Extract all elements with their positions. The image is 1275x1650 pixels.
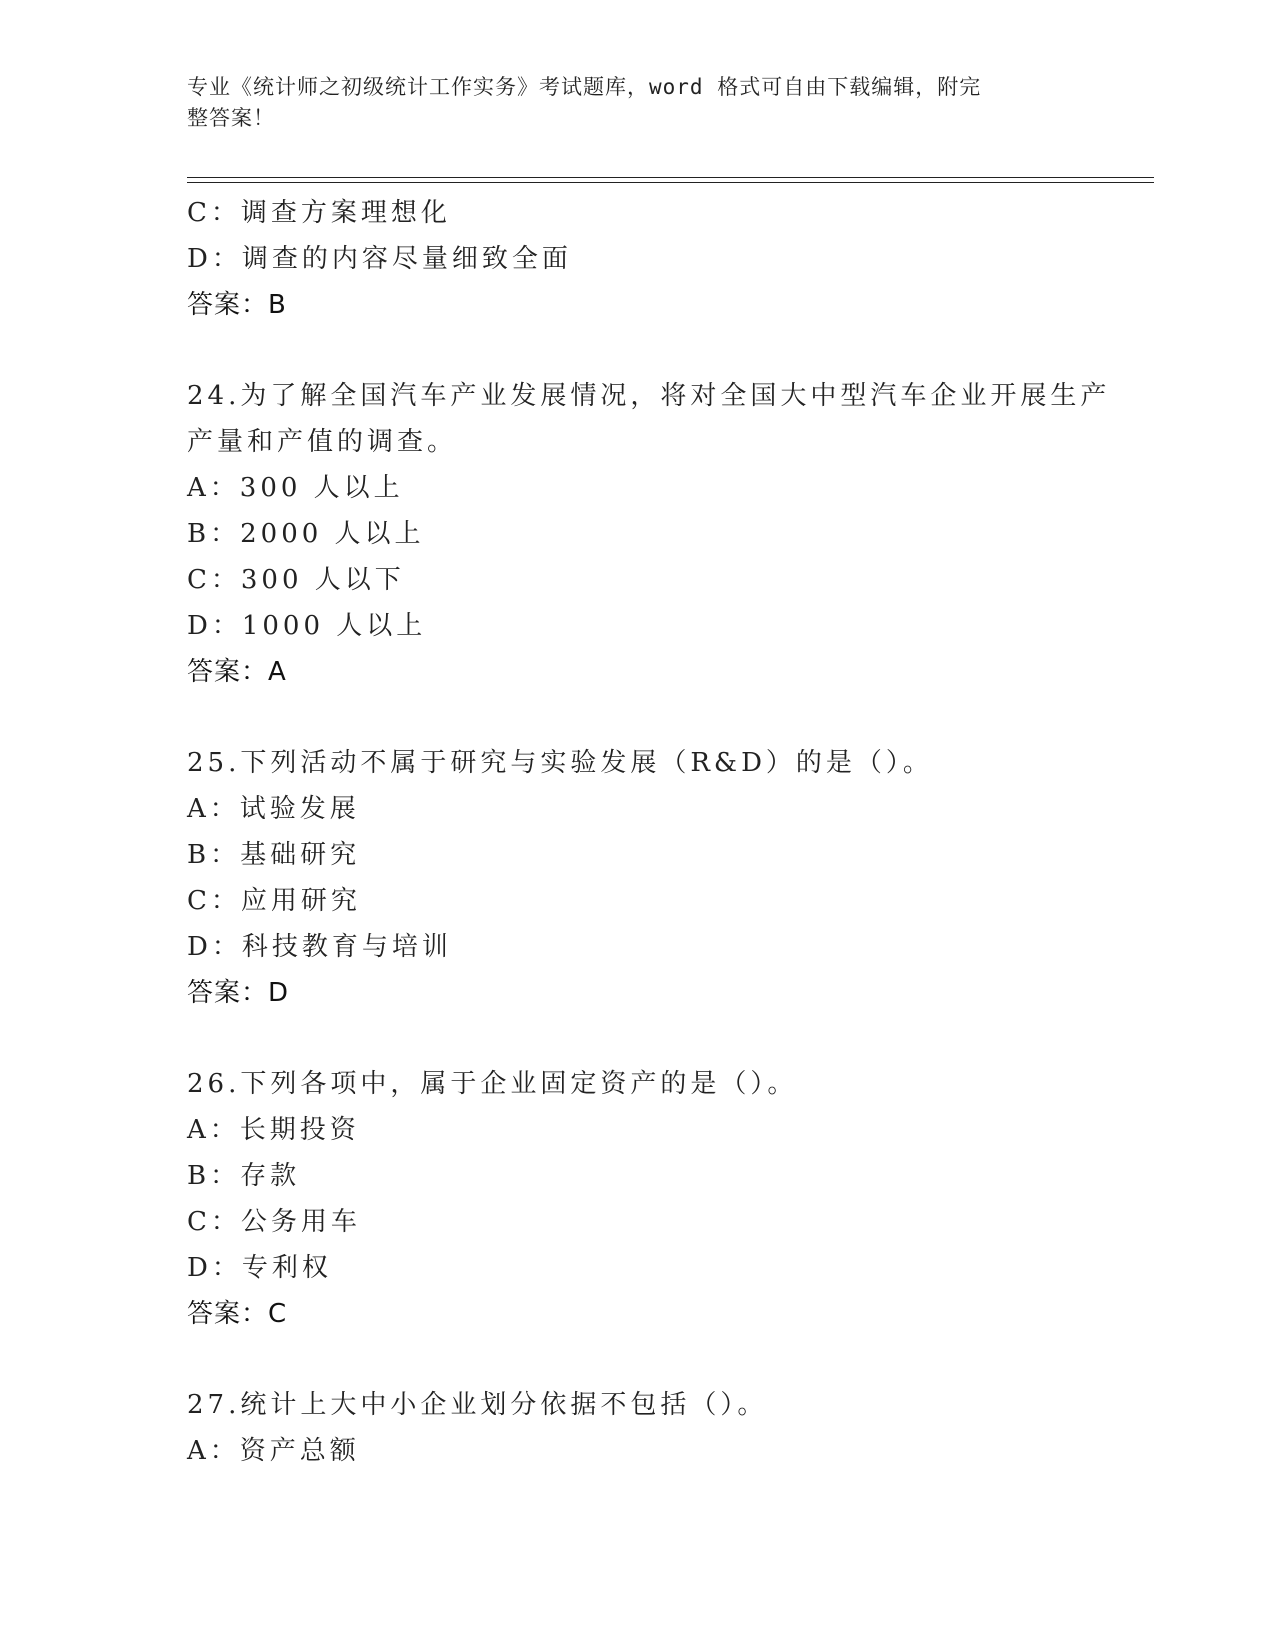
question-block-26 — [187, 1061, 1087, 1337]
option-c: C：应用研究 — [187, 886, 361, 916]
option-d: D：专利权 — [187, 1253, 332, 1283]
option-d: D：科技教育与培训 — [187, 932, 452, 962]
document-header — [187, 72, 1067, 134]
option-d: D：调查的内容尽量细致全面 — [187, 244, 572, 274]
option-b: B：存款 — [187, 1161, 301, 1191]
question-block-27 — [187, 1382, 1087, 1474]
option-b: B：2000 人以上 — [187, 519, 425, 549]
question-stem: 26.下列各项中，属于企业固定资产的是（）。 — [187, 1069, 798, 1099]
option-b: B：基础研究 — [187, 840, 361, 870]
option-c: C：300 人以下 — [187, 565, 405, 595]
header-line-1: 专业《统计师之初级统计工作实务》考试题库，word 格式可自由下载编辑，附完 — [187, 75, 982, 99]
document-body — [187, 190, 1111, 1474]
spacer — [187, 1016, 1087, 1061]
option-d: D：1000 人以上 — [187, 611, 427, 641]
option-a: A：资产总额 — [187, 1436, 360, 1466]
question-block-23 — [187, 190, 1087, 328]
header-line-2: 整答案！ — [187, 106, 275, 130]
option-a: A：长期投资 — [187, 1115, 360, 1145]
answer-line: 答案：B — [187, 290, 287, 320]
spacer — [187, 695, 1087, 740]
question-block-24 — [187, 373, 1111, 695]
answer-line: 答案：D — [187, 978, 290, 1008]
question-block-25 — [187, 740, 1087, 1016]
option-a: A：试验发展 — [187, 794, 360, 824]
spacer — [187, 328, 1087, 373]
option-c: C：公务用车 — [187, 1207, 361, 1237]
spacer — [187, 1337, 1087, 1382]
question-stem: 24.为了解全国汽车产业发展情况，将对全国大中型汽车企业开展生产 — [187, 381, 1111, 411]
answer-line: 答案：A — [187, 657, 287, 687]
option-a: A：300 人以上 — [187, 473, 404, 503]
header-divider-bottom — [187, 182, 1154, 183]
option-c: C：调查方案理想化 — [187, 198, 451, 228]
answer-line: 答案：C — [187, 1299, 288, 1329]
question-stem: 27.统计上大中小企业划分依据不包括（）。 — [187, 1390, 768, 1420]
question-stem: 25.下列活动不属于研究与实验发展（R&D）的是（）。 — [187, 748, 933, 778]
question-stem-continued: 产量和产值的调查。 — [187, 427, 458, 457]
header-divider-top — [187, 177, 1154, 178]
